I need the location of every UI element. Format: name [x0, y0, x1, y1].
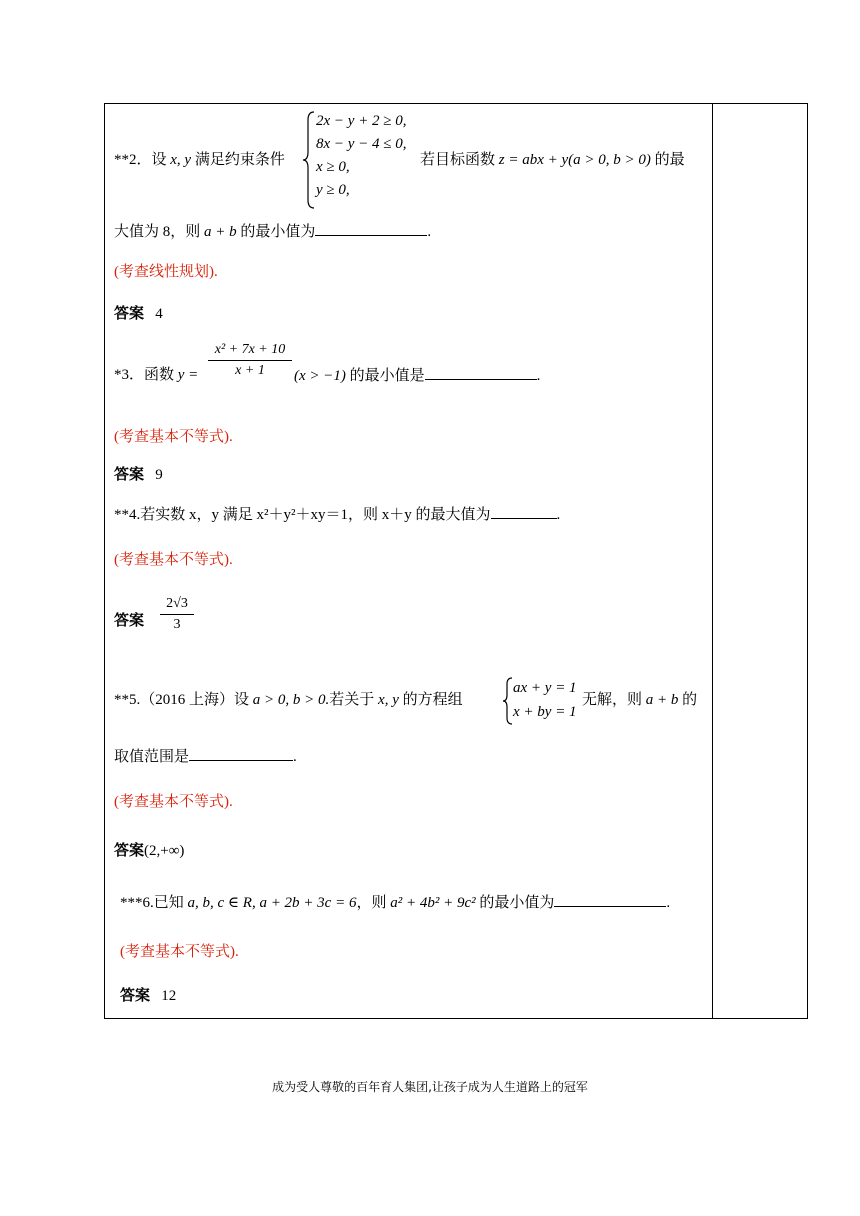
q6-answer-blank — [554, 892, 666, 907]
q6-answer-label: 答案 — [120, 986, 151, 1004]
q5-mid2: 的方程组 — [398, 692, 463, 708]
q3-numerator: x² + 7x + 10 — [214, 342, 286, 357]
q6-answer-value: 12 — [161, 988, 177, 1004]
q5-tag: (考查基本不等式). — [114, 794, 233, 810]
q4-answer-fraction — [160, 596, 194, 633]
q3-answer — [114, 464, 163, 485]
q4-text: **4.若实数 x，y 满足 x²＋y²＋xy＝1，则 x＋y 的最大值为 — [114, 507, 491, 523]
q4-answer-denominator: 3 — [173, 617, 181, 632]
q5-vars: x, y — [378, 692, 399, 708]
q2-line2-text: 大值为 8，则 — [114, 224, 205, 240]
q2-prefix: **2．设 — [114, 152, 171, 168]
q2-constraint-3: x ≥ 0, — [316, 159, 350, 175]
q3-tag: (考查基本不等式). — [114, 429, 233, 445]
q3-answer-value: 9 — [155, 467, 163, 483]
q5-answer-blank — [189, 746, 293, 761]
q5-line2: 取值范围是 . — [114, 746, 297, 767]
q4-tag: (考查基本不等式). — [114, 552, 233, 568]
q2-tag: (考查线性规划). — [114, 264, 218, 280]
q5-line1b — [582, 690, 697, 710]
q3-answer-blank — [425, 365, 537, 380]
q3-cond: (x > −1) — [294, 368, 346, 384]
q5-equation-1: ax + y = 1 — [513, 680, 577, 696]
q6-mid: ，则 — [356, 895, 391, 911]
q2-after: 若目标函数 — [420, 152, 499, 168]
q2-answer-label: 答案 — [114, 304, 145, 322]
q4-answer-blank — [491, 504, 557, 519]
q5-mid: 若关于 — [329, 692, 379, 708]
q3-end: 的最小值是 — [345, 368, 425, 384]
q2-line2-expr: a + b — [204, 224, 237, 240]
q5-line2-text: 取值范围是 — [114, 749, 190, 765]
q3-line — [114, 365, 198, 385]
q2-line2: 大值为 8，则 a + b 的最小值为 . — [114, 221, 431, 242]
q5-expr: a + b — [645, 692, 679, 708]
q5-answer-label: 答案 — [114, 841, 145, 859]
q3-answer-label: 答案 — [114, 465, 145, 483]
q2-line1 — [114, 150, 285, 170]
q5-equations — [513, 676, 577, 724]
q4-line: **4.若实数 x，y 满足 x²＋y²＋xy＝1，则 x＋y 的最大值为 . — [114, 504, 560, 525]
q5-cond: a > 0, b > 0. — [252, 692, 330, 708]
q5-equation-2: x + by = 1 — [513, 704, 577, 720]
q5-prefix: **5.（2016 上海）设 — [114, 692, 253, 708]
q2-answer-blank — [315, 221, 427, 236]
table-divider — [712, 103, 713, 1019]
q2-answer-value: 4 — [155, 306, 163, 322]
page-footer: 成为受人尊敬的百年育人集团,让孩子成为人生道路上的冠军 — [272, 1080, 588, 1094]
q3-y: y = — [177, 367, 199, 383]
q2-objective: z = abx + y(a > 0, b > 0) — [498, 152, 651, 168]
q6-end: 的最小值为 — [475, 895, 555, 911]
q6-expr: a² + 4b² + 9c² — [390, 895, 476, 911]
q2-mid: 满足约束条件 — [191, 152, 285, 168]
q2-constraints — [316, 110, 407, 202]
q2-after2: 的最 — [650, 152, 685, 168]
q3-fraction — [208, 342, 292, 379]
q2-constraint-4: y ≥ 0, — [316, 182, 350, 198]
q5-answer — [114, 840, 184, 861]
q6-cond: a, b, c ∈ R, a + 2b + 3c = 6 — [187, 895, 357, 911]
q2-vars: x, y — [170, 152, 192, 168]
q3-prefix: *3．函数 — [114, 367, 178, 383]
q5-end: 无解，则 — [582, 692, 646, 708]
q5-end2: 的 — [678, 692, 698, 708]
q3-denominator: x + 1 — [235, 363, 265, 378]
q2-answer — [114, 303, 163, 324]
q6-answer — [120, 985, 176, 1006]
q2-line2-end: 的最小值为 — [236, 224, 316, 240]
q6-line: ***6.已知 a, b, c ∈ R, a + 2b + 3c = 6，则 a² + 4b² + 9c² 的最小值为 . — [120, 892, 670, 913]
q2-brace — [302, 110, 316, 210]
q5-answer-value: (2,+∞) — [144, 843, 185, 859]
q2-line1b — [420, 150, 685, 170]
q4-answer — [114, 610, 144, 631]
q4-answer-label: 答案 — [114, 611, 145, 629]
q6-prefix: ***6.已知 — [120, 895, 188, 911]
q4-answer-numerator: 2√3 — [166, 596, 188, 611]
q3-line-b: (x > −1) 的最小值是 . — [294, 365, 540, 386]
q2-constraint-1: 2x − y + 2 ≥ 0, — [316, 113, 407, 129]
q2-constraint-2: 8x − y − 4 ≤ 0, — [316, 136, 407, 152]
q6-tag: (考查基本不等式). — [120, 944, 239, 960]
q5-line1 — [114, 690, 463, 710]
